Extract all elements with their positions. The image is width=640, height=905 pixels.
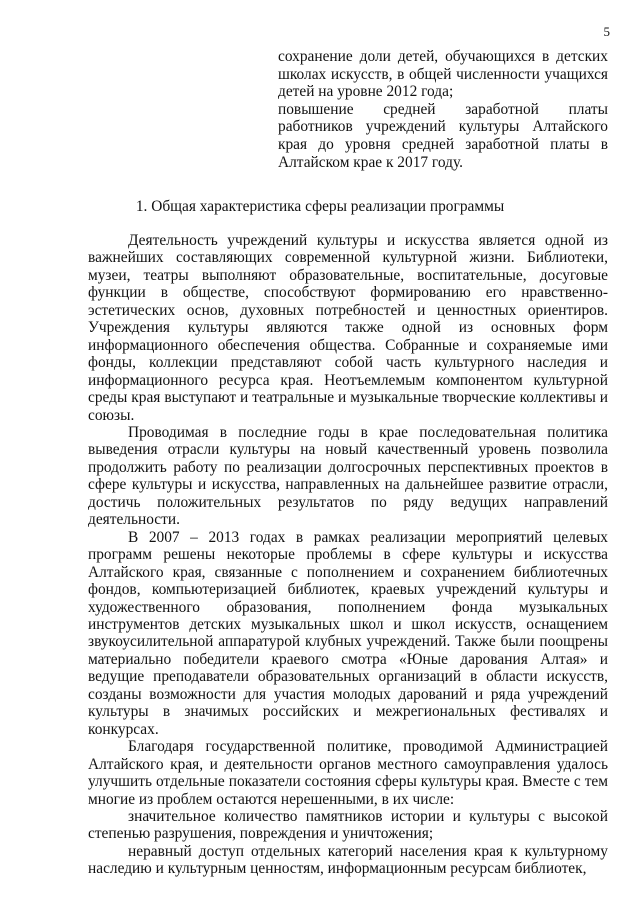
target-indicators-list <box>278 48 608 171</box>
paragraph: Благодаря государственной политике, проводимой Администрацией Алтайского края, и деятельности органов местного самоуправления удалось улучшить отдельные показатели состояния сферы культуры края. Вместе с тем многие из проблем остаются нерешенными, в их числе: <box>88 738 608 808</box>
section-body <box>88 232 608 878</box>
paragraph: Проводимая в последние годы в крае последовательная политика выведения отрасли культуры на новый качественный уровень позволила продолжить работу по реализации долгосрочных перспективных проектов в сфере культуры и искусства, направленных на дальнейшее развитие отрасли, достичь положительных результатов по ряду ведущих направлений деятельности. <box>88 423 608 529</box>
paragraph: неравный доступ отдельных категорий населения края к культурному наследию и культурным ценностям, информационным ресурсам библиотек, <box>88 842 608 878</box>
section-heading: 1. Общая характеристика сферы реализации программы <box>135 198 505 215</box>
list-item: сохранение доли детей, обучающихся в детских школах искусств, в общей численности учащихся детей на уровне 2012 года; <box>278 48 608 101</box>
paragraph: значительное количество памятников истории и культуры с высокой степенью разрушения, повреждения и уничтожения; <box>88 807 608 843</box>
paragraph: Деятельность учреждений культуры и искусства является одной из важнейших составляющих современной культурной жизни. Библиотеки, музеи, театры выполняют образовательные, воспитательные, досуговые функции в обществе, способствуют формированию его нравственно-эстетических основ, духовных потребностей и ценностных ориентиров. Учреждения культуры являются также одной из основных форм информационного обеспечения общества. Собранные и сохраняемые ими фонды, коллекции представляют собой часть культурного наследия и информационного ресурса края. Неотъемлемым компонентом культурной среды края выступают и театральные и музыкальные творческие коллективы и союзы. <box>88 232 608 424</box>
page-number: 5 <box>603 24 610 39</box>
paragraph: В 2007 – 2013 годах в рамках реализации мероприятий целевых программ решены некоторые проблемы в сфере культуры и искусства Алтайского края, связанные с пополнением и сохранением библиотечных фондов, компьютеризацией библиотек, краевых учреждений культуры и художественного образования, пополнением фонда музыкальных инструментов детских музыкальных школ и школ искусств, оснащением звукоусилительной аппаратурой клубных учреждений. Также были поощрены материально победители краевого смотра «Юные дарования Алтая» и ведущие преподаватели образовательных организаций в области искусств, созданы возможности для участия молодых дарований и ряда учреждений культуры в значимых российских и межрегиональных фестивалях и конкурсах. <box>88 528 608 738</box>
list-item: повышение средней заработной платы работников учреждений культуры Алтайского края до уровня средней заработной платы в Алтайском крае к 2017 году. <box>278 100 608 171</box>
